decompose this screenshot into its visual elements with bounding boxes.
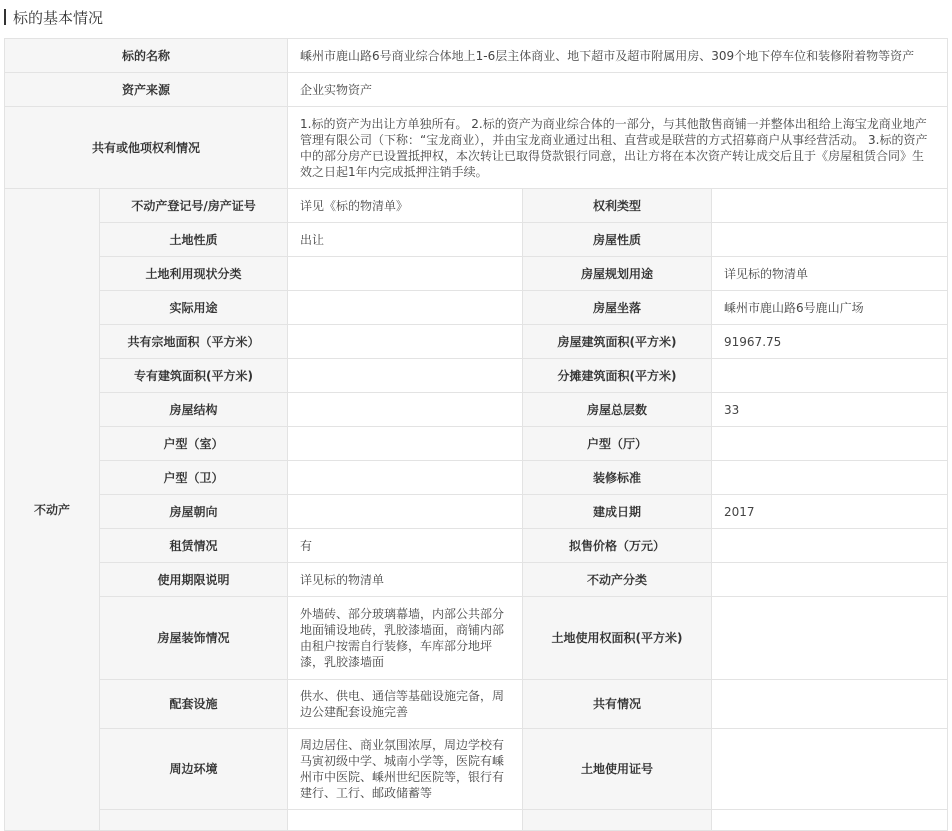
table-row [5,393,948,427]
table-row [5,729,948,810]
value-cell [288,359,523,393]
label-cell: 房屋性质 [523,223,712,257]
value-cell [712,680,948,729]
table-row [5,325,948,359]
label-cell: 配套设施 [100,680,288,729]
table-row [5,495,948,529]
table-row [5,291,948,325]
label-cell: 共有情况 [523,680,712,729]
label-cell [100,810,288,831]
value-cell [288,257,523,291]
value-cell: 详见《标的物清单》 [288,189,523,223]
label-cell: 不动产分类 [523,563,712,597]
label-cell: 分摊建筑面积(平方米) [523,359,712,393]
value-cell [712,563,948,597]
value-cell: 出让 [288,223,523,257]
value-cell: 嵊州市鹿山路6号商业综合体地上1-6层主体商业、地下超市及超市附属用房、309个地下停车位和装修附着物等资产 [288,39,948,73]
value-cell [712,189,948,223]
value-cell [712,427,948,461]
value-cell [712,729,948,810]
table-row [5,563,948,597]
value-cell [712,810,948,831]
table-row [5,107,948,189]
label-cell: 实际用途 [100,291,288,325]
label-cell: 资产来源 [5,73,288,107]
value-cell: 91967.75 [712,325,948,359]
value-cell: 企业实物资产 [288,73,948,107]
table-row [5,73,948,107]
section-title: 标的基本情况 [13,8,104,27]
label-cell: 户型（厅） [523,427,712,461]
value-cell [712,597,948,680]
value-cell [712,359,948,393]
label-cell: 房屋坐落 [523,291,712,325]
table-row [5,427,948,461]
value-cell [288,461,523,495]
table-row [5,189,948,223]
label-cell: 装修标准 [523,461,712,495]
table-row [5,810,948,831]
value-cell: 33 [712,393,948,427]
label-cell: 拟售价格（万元） [523,529,712,563]
value-cell [288,325,523,359]
table-row [5,257,948,291]
label-cell: 租赁情况 [100,529,288,563]
label-cell: 土地使用权面积(平方米) [523,597,712,680]
table-row [5,680,948,729]
value-cell: 有 [288,529,523,563]
value-cell [288,427,523,461]
asset-info-table [4,38,948,831]
label-cell: 共有或他项权利情况 [5,107,288,189]
label-cell: 土地性质 [100,223,288,257]
label-cell: 户型（室） [100,427,288,461]
table-row [5,597,948,680]
label-cell: 使用期限说明 [100,563,288,597]
label-cell: 周边环境 [100,729,288,810]
table-row [5,223,948,257]
label-cell: 共有宗地面积（平方米） [100,325,288,359]
section-header-bar [4,9,6,25]
label-cell: 土地使用证号 [523,729,712,810]
label-cell: 权利类型 [523,189,712,223]
value-cell: 供水、供电、通信等基础设施完备，周边公建配套设施完善 [288,680,523,729]
value-cell [712,529,948,563]
label-cell: 专有建筑面积(平方米) [100,359,288,393]
table-row [5,359,948,393]
label-cell: 房屋结构 [100,393,288,427]
value-cell [288,393,523,427]
label-cell: 建成日期 [523,495,712,529]
table-row [5,39,948,73]
value-cell [712,223,948,257]
value-cell [288,810,523,831]
value-cell: 嵊州市鹿山路6号鹿山广场 [712,291,948,325]
label-cell: 户型（卫） [100,461,288,495]
value-cell: 2017 [712,495,948,529]
label-cell: 房屋建筑面积(平方米) [523,325,712,359]
value-cell: 周边居住、商业氛围浓厚，周边学校有马寅初级中学、城南小学等，医院有嵊州市中医院、嵊州世纪医院等，银行有建行、工行、邮政储蓄等 [288,729,523,810]
group-label-cell: 不动产 [5,189,100,831]
label-cell: 房屋规划用途 [523,257,712,291]
value-cell: 详见标的物清单 [288,563,523,597]
label-cell: 标的名称 [5,39,288,73]
section-header [0,0,952,34]
label-cell: 不动产登记号/房产证号 [100,189,288,223]
value-cell [712,461,948,495]
value-cell [288,495,523,529]
table-row [5,529,948,563]
value-cell: 外墙砖、部分玻璃幕墙，内部公共部分地面铺设地砖，乳胶漆墙面，商铺内部由租户按需自行装修，车库部分地坪漆，乳胶漆墙面 [288,597,523,680]
label-cell: 房屋装饰情况 [100,597,288,680]
value-cell: 详见标的物清单 [712,257,948,291]
label-cell: 土地利用现状分类 [100,257,288,291]
label-cell: 房屋总层数 [523,393,712,427]
value-cell [288,291,523,325]
label-cell [523,810,712,831]
value-cell: 1.标的资产为出让方单独所有。 2.标的资产为商业综合体的一部分，与其他散售商铺一并整体出租给上海宝龙商业地产管理有限公司（下称：“宝龙商业），并由宝龙商业通过出租、直营或是联营的方式招募商户从事经营活动。 3.标的资产中的部分房产已设置抵押权，本次转让已取得贷款银行同意，出让方将在本次资产转让成交后且于《房屋租赁合同》生效之日起1年内完成抵押注销手续。 [288,107,948,189]
label-cell: 房屋朝向 [100,495,288,529]
table-row [5,461,948,495]
